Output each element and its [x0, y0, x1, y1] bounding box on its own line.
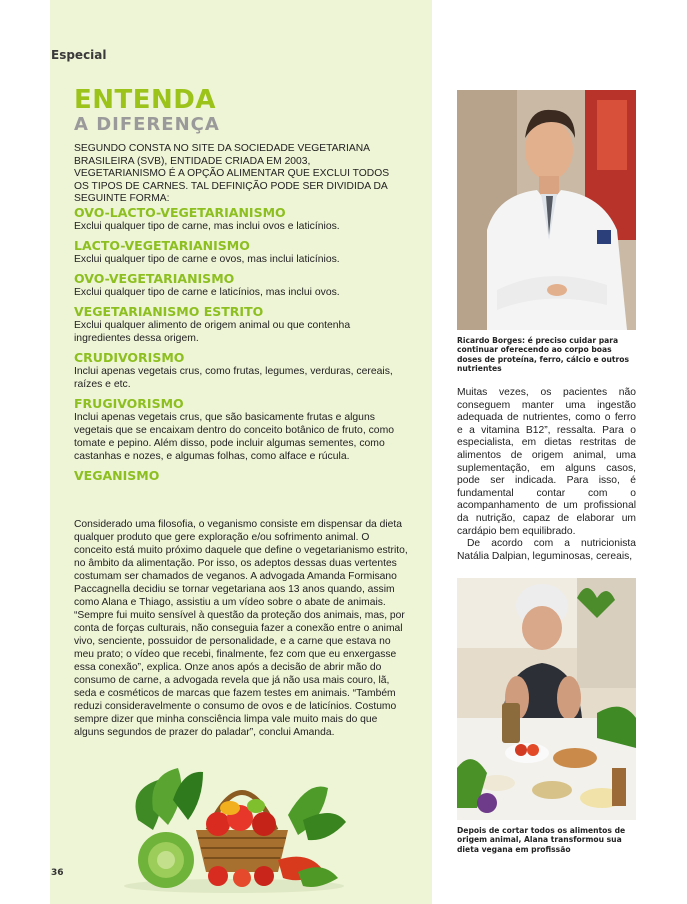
- chef-table-photo: [457, 578, 636, 820]
- definition-item: [74, 239, 406, 266]
- definition-item: [74, 206, 406, 233]
- definition-item: [74, 397, 406, 463]
- definition-heading: FRUGIVORISMO: [74, 396, 184, 411]
- photo-caption-doctor: Ricardo Borges: é preciso cuidar para continuar oferecendo ao corpo boas doses de proteína, ferro, cálcio e outros nutrientes: [457, 336, 629, 373]
- veganism-body-text: Considerado uma filosofia, o veganismo consiste em dispensar da dieta qualquer produto que gere exploração e/ou sofrimento animal. O conceito está muito próximo daquele que define o vegetarianismo estrito, no âmbito da alimentação. Por isso, os adeptos dessas duas vertentes costumam ser chamados de veganos. A advogada Amanda Formisano Paccagnella decidiu se tornar vegetariana aos 13 anos quando, assim como Alana e Thiago, assistiu a um vídeo sobre o abate de animais. “Sempre fui muito sensível à questão da proteção dos animais, mas, por conta de forças culturais, não conseguia fazer a conexão entre o animal vivo, senciente, possuidor de personalidade, e a carne que estava no meu prato; o vídeo que recebi, finalmente, fez com que eu enxergasse essa conexão”, explica. Onze anos após a decisão de abrir mão do consumo de carne, a advogada revela que já não usa mais couro, lã, seda e cosméticos de marcas que fazem testes em animais. “Também reduzi consideravelmente o consumo de ovos e de laticínios. Costumo sempre dizer que minha consciência limpa vale muito mais do que alguns segundos de prazer do paladar”, conclui Amanda.: [74, 519, 408, 738]
- definition-item: [74, 305, 406, 345]
- definition-text: Exclui qualquer tipo de carne, mas inclui ovos e laticínios.: [74, 221, 340, 232]
- definition-heading: LACTO-VEGETARIANISMO: [74, 238, 250, 253]
- definition-heading: OVO-VEGETARIANISMO: [74, 271, 235, 286]
- definition-item: [74, 469, 406, 483]
- title-line-1: ENTENDA: [74, 85, 216, 115]
- definitions-list: [74, 206, 406, 489]
- vegetable-basket-image: [118, 760, 350, 894]
- definition-text: Exclui qualquer tipo de carne e ovos, mas inclui laticínios.: [74, 254, 340, 265]
- definition-heading: CRUDIVORISMO: [74, 350, 185, 365]
- definition-text: Exclui qualquer alimento de origem animal ou que contenha ingredientes dessa origem.: [74, 320, 351, 344]
- title-line-2: A DIFERENÇA: [74, 114, 220, 135]
- photo-caption-chef: Depois de cortar todos os alimentos de origem animal, Alana transformou sua dieta vegana em profissão: [457, 826, 626, 854]
- definition-text: Inclui apenas vegetais crus, como frutas, legumes, verduras, cereais, raízes e etc.: [74, 366, 393, 390]
- doctor-portrait-photo: [457, 90, 636, 330]
- definition-heading: OVO-LACTO-VEGETARIANISMO: [74, 205, 286, 220]
- section-tag: Especial: [51, 48, 107, 62]
- definition-item: [74, 351, 406, 391]
- intro-text: SEGUNDO CONSTA NO SITE DA SOCIEDADE VEGETARIANA BRASILEIRA (SVB), ENTIDADE CRIADA EM 2003, VEGETARIANISMO É A OPÇÃO ALIMENTAR QUE EXCLUI TODOS OS TIPOS DE CARNES. TAL DEFINIÇÃO PODE SER DIVIDIDA DA SEGUINTE FORMA:: [74, 143, 390, 205]
- page-number: 36: [51, 868, 64, 878]
- right-column-text: [457, 387, 636, 563]
- definition-text: Exclui qualquer tipo de carne e laticínios, mas inclui ovos.: [74, 287, 340, 298]
- paragraph: Muitas vezes, os pacientes não conseguem manter uma ingestão adequada de nutrientes, como o ferro e a vitamina B12”, ressalta. Para o especialista, em dietas restritas de alimentos de origem animal, uma suplementação, em alguns casos, pode ser indicada. Para isso, é fundamental contar com o acompanhamento de um profissional da nutrição, capaz de elaborar um cardápio bem equilibrado.: [457, 387, 636, 537]
- definition-text: Inclui apenas vegetais crus, que são basicamente frutas e alguns vegetais que se encaixam dentro do conceito botânico de fruto, como tomate e pepino. Além disso, pode incluir algumas sementes, como castanhas e nozes, e algumas folhas, como alface e rúcula.: [74, 412, 394, 462]
- definition-heading: VEGETARIANISMO ESTRITO: [74, 304, 264, 319]
- definition-item: [74, 272, 406, 299]
- paragraph: De acordo com a nutricionista Natália Dalpian, leguminosas, cereais,: [457, 538, 636, 562]
- definition-heading: VEGANISMO: [74, 468, 160, 483]
